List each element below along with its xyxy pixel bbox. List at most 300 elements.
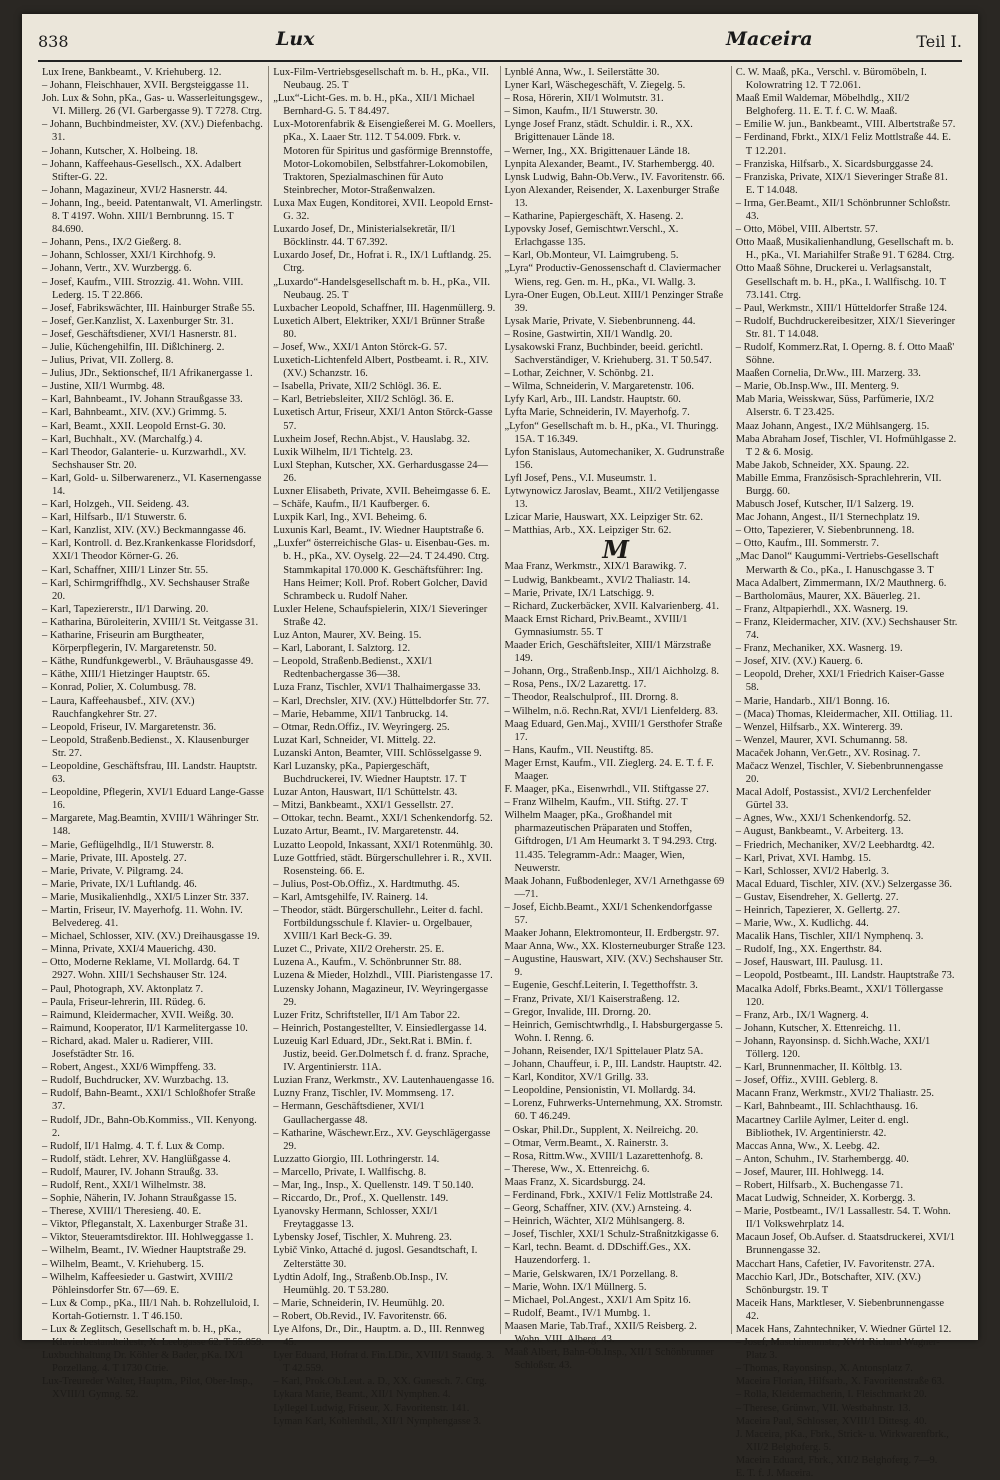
directory-entry: Maack Ernst Richard, Priv.Beamt., XVIII/1 Gymnasiumstr. 55. T	[504, 613, 688, 638]
directory-entry: – Karl Theodor, Galanterie- u. Kurzwarhdl., XV. Sechshauser Str. 20.	[42, 446, 247, 471]
directory-entry: – Gregor, Invalide, III. Drorng. 20.	[504, 1006, 652, 1018]
directory-entry: Luzat Karl, Schneider, VI. Mittelg. 22.	[273, 734, 436, 746]
directory-entry: – Therese, XVIII/1 Theresieng. 40. E.	[42, 1206, 202, 1218]
directory-entry: – Marie, Private, III. Apostelg. 27.	[42, 852, 187, 864]
directory-entry: Macaun Josef, Ob.Aufser. d. Staatsdruckerei, XVI/1 Brunnengasse 32.	[735, 1232, 956, 1257]
directory-entry: – Oskar, Phil.Dr., Supplent, X. Neilreichg. 20.	[504, 1124, 699, 1136]
directory-entry: – Ferdinand, Fbrkt., XIX/1 Feliz Mottlstraße 44. E. T 12.201.	[735, 132, 951, 157]
directory-entry: – Agnes, Ww., XXI/1 Schenkendorfg. 52.	[735, 813, 912, 825]
directory-entry: – Karl, Betriebsleiter, XII/2 Schlögl. 36. E.	[273, 394, 454, 406]
directory-entry: Macchart Hans, Cafetier, IV. Favoritenstr. 27A.	[735, 1258, 935, 1270]
directory-entry: – Johann, Vertr., XV. Wurzbergg. 6.	[42, 263, 192, 275]
directory-entry: Maccas Anna, Ww., X. Leebg. 42.	[735, 1140, 880, 1152]
directory-entry: Luzet C., Private, XII/2 Oreherstr. 25. E.	[273, 944, 445, 956]
directory-entry: – Marie, Private, IX/1 Luftlandg. 46.	[42, 878, 197, 890]
directory-entry: Luxetisch Artur, Friseur, XXI/1 Anton Störck-Gasse 57.	[273, 407, 493, 432]
directory-entry: Maceira Paul, Schlosser, XVIII/1 Dittesg. 40.	[735, 1415, 927, 1427]
directory-entry: – Wilhelm, Beamt., IV. Wiedner Hauptstraße 29.	[42, 1245, 247, 1257]
directory-entry: – Rudolf, Maurer, IV. Johann Straußg. 33.	[42, 1166, 219, 1178]
directory-entry: – Leopold, Straßenb.Bedienst., XXI/1 Redtenbachergasse 36—38.	[273, 656, 433, 681]
directory-entry: – Johann, Schlosser, XXI/1 Kirchhofg. 9.	[42, 250, 216, 262]
directory-entry: – Werner, Ing., XX. Brigittenauer Lände 18.	[504, 145, 690, 157]
directory-entry: – Mar, Ing., Insp., X. Quellenstr. 149. T 50.140.	[273, 1179, 474, 1191]
directory-entry: Lux-Treureder Walter, Hauptm., Pilot, Ober-Insp., XVIII/1 Gymng. 52.	[42, 1376, 253, 1401]
directory-entry: – Richard, Zuckerbäcker, XVII. Kalvarienberg. 41.	[504, 600, 720, 612]
directory-entry: – Rosa, Pens., IX/2 Lazarettg. 17.	[504, 679, 647, 691]
directory-entry: „Lyra“ Productiv-Genossenschaft d. Claviermacher Wiens, reg. Gen. m. H., pKa., VI. Wallg. 3.	[504, 263, 721, 288]
directory-entry: Mab Maria, Weisskwar, Süss, Parfümerie, IX/2 Alserstr. 6. T 23.425.	[735, 394, 935, 419]
directory-entry: Mačacz Wenzel, Tischler, V. Siebenbrunnengasse 20.	[735, 760, 943, 786]
directory-entry: Maaker Johann, Elektromonteur, II. Erdbergstr. 97.	[504, 928, 720, 940]
directory-entry: – Katharine, Papiergeschäft, X. Haseng. 2.	[504, 211, 684, 223]
directory-entry: – Karl, Beamt., XXII. Leopold Ernst-G. 30.	[42, 420, 226, 432]
page-number: 838	[38, 32, 69, 51]
directory-entry: Luxik Wilhelm, II/1 Tichtelg. 23.	[273, 446, 413, 458]
directory-entry: – Otmar, Redn.Offiz., IV. Weyringerg. 25.	[273, 721, 450, 733]
directory-entry: – Otto, Kaufm., III. Sommerstr. 7.	[735, 538, 879, 550]
directory-entry: Luzny Franz, Tischler, IV. Mommseng. 17.	[273, 1088, 455, 1100]
directory-entry: – Leopoldine, Pflegerin, XVI/1 Eduard Lange-Gasse 16.	[42, 787, 264, 812]
directory-entry: – Rudolf, Kommerz.Rat, I. Operng. 8. f. Otto Maaß' Söhne.	[735, 341, 955, 367]
directory-page	[22, 14, 978, 1480]
directory-entry: – Therese, Grünwr., VII. Westbahnstr. 13.	[735, 1402, 911, 1414]
directory-entry: Mager Ernst, Kaufm., VII. Zieglerg. 24. E. T. f. F. Maager.	[504, 757, 714, 782]
directory-entry: – Rudolf, JDr., Bahn-Ob.Kommiss., VII. Kenyong. 2.	[42, 1114, 257, 1139]
directory-entry: – Simon, Kaufm., II/1 Stuwerstr. 30.	[504, 106, 658, 118]
directory-entry: – Franz, Kleidermacher, XIV. (XV.) Sechshauser Str. 74.	[735, 616, 958, 642]
directory-columns	[38, 66, 962, 1480]
directory-entry: – Marie, Private, IX/1 Latschigg. 9.	[504, 587, 655, 599]
directory-entry: – Johann, Magazineur, XVI/2 Hasnerstr. 44.	[42, 184, 228, 196]
directory-entry: – Marie, Handarb., XII/1 Bonng. 16.	[735, 695, 890, 707]
section-letter: M	[602, 535, 629, 565]
directory-entry: Macat Ludwig, Schneider, X. Korbergg. 3.	[735, 1193, 916, 1205]
directory-entry: Luzer Fritz, Schriftsteller, II/1 Am Tabor 22.	[273, 1009, 460, 1021]
directory-entry: – Franz, Mechaniker, XX. Wasnerg. 19.	[735, 643, 903, 655]
directory-entry: – Heinrich, Postangestellter, V. Einsiedlergasse 14.	[273, 1022, 487, 1034]
directory-entry: Luxheim Josef, Rechn.Abjst., V. Hauslabg. 32.	[273, 433, 471, 445]
directory-entry: – Marie, Private, V. Pilgramg. 24.	[42, 865, 184, 877]
directory-entry: Macalka Adolf, Fbrks.Beamt., XXI/1 Töllergasse 120.	[735, 983, 943, 1008]
directory-entry: – Johann, Kaffeehaus-Gesellsch., XX. Adalbert Stifter-G. 22.	[42, 158, 242, 183]
directory-entry: – Franz, Private, XI/1 Kaiserstraßeng. 12.	[504, 993, 680, 1005]
directory-entry: Maaß Albert, Bahn-Ob.Insp., XII/1 Schönbrunner Schloßstr. 43.	[504, 1347, 714, 1372]
directory-entry: – Marie, Gelskwaren, IX/1 Porzellang. 8.	[504, 1268, 678, 1280]
directory-entry: Lyra-Oner Eugen, Ob.Leut. XIII/1 Penzinger Straße 39.	[504, 289, 724, 314]
directory-entry: Lydtin Adolf, Ing., Straßenb.Ob.Insp., IV. Heumühlg. 20. T 53.280.	[273, 1271, 449, 1296]
directory-entry: – Rolla, Kleidermacherin, I. Fleischmarkt 20.	[735, 1389, 927, 1401]
directory-entry: Lynsk Ludwig, Bahn-Ob.Verw., IV. Favoritenstr. 66.	[504, 171, 725, 183]
directory-entry: – Viktor, Steueramtsdirektor. III. Hohlweggasse 1.	[42, 1232, 254, 1244]
directory-entry: Luzeuig Karl Eduard, JDr., Sekt.Rat i. BMin. f. Justiz, beeid. Ger.Dolmetsch f. d. franz. Sprache, IV. Argentinierstr. 11A.	[273, 1035, 489, 1074]
directory-entry: – Katharine, Wäschewr.Erz., XV. Geyschlägergasse 29.	[273, 1127, 491, 1152]
directory-entry: – Karl, Privat, XVI. Hambg. 15.	[735, 852, 872, 864]
directory-entry: – Heinrich, Gemischtwrhdlg., I. Habsburgergasse 5. Wohn. I. Renng. 6.	[504, 1019, 723, 1044]
directory-entry: Luzatto Leopold, Inkassant, XXI/1 Rotenmühlg. 30.	[273, 839, 493, 851]
directory-entry: – Robert, Angest., XXI/6 Wimpffeng. 33.	[42, 1062, 217, 1074]
directory-entry: Maas Franz, X. Sicardsburgg. 24.	[504, 1176, 646, 1188]
directory-entry: – Karl, Schaffner, XIII/1 Linzer Str. 55.	[42, 564, 209, 576]
directory-entry: Luxner Elisabeth, Private, XVII. Beheimgasse 6. E.	[273, 486, 491, 497]
directory-entry: – Margarete, Mag.Beamtin, XVIII/1 Währinger Str. 148.	[42, 813, 259, 838]
directory-entry: – Karl, techn. Beamt. d. DDschiff.Ges., XX. Hauzendorferg. 1.	[504, 1242, 691, 1267]
directory-entry: Maasen Marie, Tab.Traf., XXII/5 Reisberg. 2. Wohn. VIII. Alberg. 43.	[504, 1320, 697, 1345]
directory-entry: Luzato Artur, Beamt., IV. Margaretenstr. 44.	[273, 826, 459, 838]
page-header	[38, 26, 962, 62]
directory-entry: – Katharine, Friseurin am Burgtheater, Körperpflegerin, IV. Margaretenstr. 50.	[42, 630, 217, 655]
column-2	[269, 66, 500, 1427]
directory-entry: Luxpik Karl, Ing., XVI. Beheimg. 6.	[273, 512, 427, 524]
directory-entry: – Rudolf, städt. Lehrer, XV. Hanglüßgasse 4.	[42, 1153, 231, 1165]
directory-entry: – Josef, Maurer, III. Hohlwegg. 14.	[735, 1166, 885, 1178]
directory-entry: – Raimund, Kleidermacher, XVII. Weißg. 30.	[42, 1009, 234, 1021]
directory-entry: J. Maceira, pKa., Fbrk., Strick- u. Wirkwarenfbrk., XII/2 Belghoferg. 5.	[735, 1428, 949, 1453]
directory-entry: – Theodor, städt. Bürgerschullehr., Leiter d. fachl. Fortbildungsschule f. Klavier- u. Orgelbauer, XVIII/1 Karl Beck-G. 39.	[273, 905, 483, 943]
directory-entry: Luzzatto Giorgio, III. Lothringerstr. 14.	[273, 1153, 440, 1165]
running-head-right: Maceira	[726, 28, 813, 50]
directory-entry: Lyfy Karl, Arb., III. Landstr. Hauptstr. 60.	[504, 394, 681, 406]
directory-entry: – Johann, Fleischhauer, XVII. Bergsteiggasse 11.	[42, 80, 249, 92]
directory-entry: Lyfon Stanislaus, Automechaniker, X. Gudrunstraße 156.	[504, 446, 725, 471]
directory-entry: Mabille Emma, Französisch-Sprachlehrerin, VII. Burgg. 60.	[735, 472, 942, 497]
directory-entry: – Josef, Kaufm., VIII. Strozzig. 41. Wohn. VIII. Lederg. 15. T 22.866.	[42, 276, 244, 301]
directory-entry: Luze Gottfried, städt. Bürgerschullehrer i. R., XVII. Rosensteing. 66. E.	[273, 852, 492, 877]
directory-entry: – Karl, Konditor, XV/1 Grillg. 33.	[504, 1072, 649, 1084]
directory-entry: – Johann, Chauffeur, i. P., III. Landstr. Hauptstr. 42.	[504, 1059, 722, 1071]
directory-entry: – Konrad, Polier, X. Columbusg. 78.	[42, 682, 197, 694]
directory-entry: – Leopold, Postbeamt., III. Landstr. Hauptstraße 73.	[735, 970, 955, 982]
directory-entry: Lynpita Alexander, Beamt., IV. Starhembergg. 40.	[504, 158, 715, 170]
directory-entry: – Johann, Pens., IX/2 Gießerg. 8.	[42, 237, 182, 249]
directory-entry: – Karl, Buchhalt., XV. (Marchalfg.) 4.	[42, 433, 203, 445]
directory-entry: – Lorenz, Fuhrwerks-Unternehmung, XX. Stromstr. 60. T 46.249.	[504, 1098, 723, 1123]
directory-entry: – Josef, Ww., XXI/1 Anton Störck-G. 57.	[273, 341, 448, 353]
directory-entry: – Wilhelm, n.ö. Rechn.Rat, XVI/1 Lienfelderg. 83.	[504, 705, 719, 717]
directory-entry: – Franz, Altpapierhdl., XX. Wasnerg. 19.	[735, 603, 909, 615]
directory-entry: – Josef, Geschäftsdiener, XVI/1 Hasnerstr. 81.	[42, 328, 237, 340]
directory-entry: – Otto, Tapezierer, V. Siebenbrunneng. 18.	[735, 525, 915, 537]
column-3	[501, 66, 732, 1372]
directory-entry: – Leopold, Straßenb.Bedienst., X. Klausenburger Str. 27.	[42, 734, 250, 759]
directory-entry: Luzena & Mieder, Holzhdl., VIII. Piaristengasse 17.	[273, 970, 493, 982]
directory-entry: Luxetich-Lichtenfeld Albert, Postbeamt. i. R., XIV. (XV.) Schanzstr. 16.	[273, 355, 489, 380]
directory-entry: – Anton, Schuhm., IV. Starhembergg. 40.	[735, 1153, 909, 1165]
directory-entry: – Karl, Laborant, I. Salztorg. 12.	[273, 643, 411, 655]
directory-entry: Luzanski Anton, Beamter, VIII. Schlösselgasse 9.	[273, 747, 482, 759]
directory-entry: – Marie, Postbeamt., IV/1 Lassallestr. 54. T. Wohn. II/1 Volkswehrplatz 14.	[735, 1206, 951, 1231]
directory-entry: Lynge Josef Franz, städt. Schuldir. i. R., XX. Brigittenauer Lände 18.	[504, 119, 693, 144]
directory-entry: – Justine, XII/1 Wurmbg. 48.	[42, 381, 165, 393]
directory-entry: – Karl, Bahnbeamt., IV. Johann Straußgasse 33.	[42, 394, 243, 406]
directory-entry: Lye Alfons, Dr., Dir., Hauptm. a. D., III. Rennweg 45.	[273, 1324, 485, 1349]
directory-entry: – Josef, Hauswart, III. Paulusg. 11.	[735, 957, 883, 969]
directory-entry: Maaß Emil Waldemar, Möbelhdlg., XII/2 Belghoferg. 11. E. T. f. C. W. Maaß.	[735, 93, 910, 118]
directory-entry: – Karl, Ob.Monteur, VI. Laimgrubeng. 5.	[504, 250, 679, 262]
directory-entry: – Julie, Küchengehilfin, III. Dißlchinerg. 2.	[42, 341, 225, 353]
directory-entry: Luxardo Josef, Dr., Hofrat i. R., IX/1 Luftlandg. 25. Ctrg.	[273, 250, 492, 275]
directory-entry: Otto Maaß Söhne, Druckerei u. Verlagsanstalt, Gesellschaft m. b. H., pKa., I. Wallfischg. 10. T 73.141. Ctrg.	[735, 263, 946, 301]
directory-entry: – Rosine, Gastwirtin, XII/1 Wandlg. 20.	[504, 328, 673, 340]
directory-entry: – Emilie W. jun., Bankbeamt., VIII. Albertstraße 57.	[735, 119, 956, 131]
running-head-left: Lux	[276, 28, 315, 50]
directory-entry: – (Maca) Thomas, Kleidermacher, XII. Ottiliag. 11.	[735, 708, 953, 720]
directory-entry: Macann Franz, Werkmstr., XVI/2 Thaliastr. 25.	[735, 1088, 934, 1100]
directory-entry: Lytwynowicz Jaroslav, Beamt., XII/2 Vetiljengasse 13.	[504, 486, 720, 511]
directory-entry: Maar Anna, Ww., XX. Klosterneuburger Straße 123.	[504, 941, 726, 953]
directory-entry: – Paula, Friseur-lehrerin, III. Rüdeg. 6.	[42, 996, 206, 1008]
directory-entry: „Lyfon“ Gesellschaft m. b. H., pKa., VI. Thuringg. 15A. T 16.349.	[504, 420, 719, 445]
directory-entry: – Heinrich, Wächter, XI/2 Mühlsangerg. 8.	[504, 1216, 685, 1228]
directory-entry: Macalik Hans, Tischler, XII/1 Nymphenq. 3.	[735, 931, 924, 943]
directory-entry: – Sophie, Näherin, IV. Johann Straußgasse 15.	[42, 1193, 237, 1205]
directory-entry: – Josef, Ger.Kanzlist, X. Laxenburger Str. 31.	[42, 315, 234, 327]
directory-entry: – Franz, Arb., IX/1 Wagnerg. 4.	[735, 1009, 869, 1021]
directory-entry: Luza Franz, Tischler, XVI/1 Thalhaimergasse 33.	[273, 682, 481, 694]
directory-entry: – Isabella, Private, XII/2 Schlögl. 36. E.	[273, 381, 442, 393]
directory-entry: – Karl, Bahnbeamt., III. Schlachthausg. 16.	[735, 1101, 918, 1113]
directory-entry: – Marie, Schneiderin, IV. Heumühlg. 20.	[273, 1297, 445, 1309]
directory-entry: – Josef, Tischler, XXI/1 Schulz-Straßnitzkigasse 6.	[504, 1229, 719, 1241]
directory-entry: – Otto, Moderne Reklame, VI. Mollardg. 64. T 2927. Wohn. XIII/1 Sechshauser Str. 124.	[42, 957, 240, 982]
directory-entry: – Julius, Post-Ob.Offiz., X. Hardtmuthg. 45.	[273, 878, 460, 890]
directory-entry: – Augustine, Hauswart, XIV. (XV.) Sechshauser Str. 9.	[504, 954, 724, 979]
directory-entry: „Luxfer“ österreichische Glas- u. Eisenbau-Ges. m. b. H., pKa., XV. Oyselg. 22—24. T 24.490. Ctrg. Stammkapital 170.000 K. Geschäftsführer: Ing. Hans Heimer; Koll. Prof. Robert Golcher, David Schrambeck u. Rudolf Naher.	[273, 538, 490, 602]
directory-entry: Maag Eduard, Gen.Maj., XVIII/1 Gersthofer Straße 17.	[504, 718, 723, 743]
directory-entry: – Eugenie, Geschf.Leiterin, I. Tegetthoffstr. 3.	[504, 980, 698, 992]
directory-entry: – Rudolf, Buchdruckereibesitzer, XIX/1 Sieveringer Str. 81. T 14.048.	[735, 315, 956, 340]
directory-entry: Maceira Florian, Hilfsarb., X. Favoritenstraße 63.	[735, 1376, 945, 1388]
directory-entry: – Rosa, Rittm.Ww., XVIII/1 Lazarettenhofg. 8.	[504, 1150, 703, 1162]
directory-entry: – Johann, Org., Straßenb.Insp., XII/1 Aichholzg. 8.	[504, 666, 719, 678]
directory-entry: – Rudolf, Bahn-Beamt., XXI/1 Schloßhofer Straße 37.	[42, 1088, 256, 1113]
directory-entry: – Johann, Kutscher, X. Holbeing. 18.	[42, 145, 198, 157]
directory-entry: – Josef, Eichb.Beamt., XXI/1 Schenkendorfgasse 57.	[504, 901, 713, 926]
directory-entry: Maak Johann, Fußbodenleger, XV/1 Arnethgasse 69—71.	[504, 875, 725, 900]
directory-entry: Lyllegel Ludwig, Friseur, X. Favoritenstr. 141.	[273, 1402, 470, 1414]
directory-entry: – Marcello, Private, I. Wallfischg. 8.	[273, 1166, 427, 1178]
directory-entry: – Ferdinand, Fbrk., XXIV/1 Feliz Mottlstraße 24.	[504, 1189, 713, 1201]
directory-entry: Maceira Eduard, Fbrk., XII/2 Belghoferg. 7—9.	[735, 1454, 938, 1466]
directory-entry: – Hans, Kaufm., VII. Neustiftg. 85.	[504, 744, 654, 756]
directory-entry: – Ottokar, techn. Beamt., XXI/1 Schenkendorfg. 52.	[273, 813, 493, 825]
directory-entry: Luzena A., Kaufm., V. Schönbrunner Str. 88.	[273, 957, 462, 969]
directory-entry: Wilhelm Maager, pKa., Großhandel mit pharmazeutischen Präparaten und Stoffen, Giftdrogen, I/1 Am Heumarkt 3. T 94.293. Ctrg. 11.435. Telegramm-Adr.: Maager, Wien, Neuwerstr.	[504, 810, 717, 874]
directory-entry: Lyfta Marie, Schneiderin, IV. Mayerhofg. 7.	[504, 407, 690, 419]
directory-entry: Maba Abraham Josef, Tischler, VI. Hofmühlgasse 2. T 2 & 6. Mosig.	[735, 433, 957, 458]
directory-entry: – Karl, Kanzlist, XIV. (XV.) Beckmanngasse 46.	[42, 525, 247, 537]
directory-entry: – Viktor, Pfleganstalt, X. Laxenburger Straße 31.	[42, 1219, 248, 1231]
directory-entry: – Karl, Amtsgehilfe, IV. Rainerg. 14.	[273, 891, 429, 903]
directory-entry: – Schäfe, Kaufm., II/1 Kaufberger. 6.	[273, 499, 430, 511]
directory-entry: – Josef, Maschinenmstr., XV/1 Richard Wagner-Platz 3.	[735, 1337, 940, 1362]
directory-entry: – Wilhelm, Kaffeesieder u. Gastwirt, XVIII/2 Pöhleinsdorfer Str. 67—69. E.	[42, 1271, 234, 1296]
directory-entry: – Karl, Bahnbeamt., XIV. (XV.) Grimmg. 5.	[42, 407, 227, 419]
directory-entry: Lysak Marie, Private, V. Siebenbrunneng. 44.	[504, 315, 696, 327]
directory-entry: – Robert, Hilfsarb., X. Buchengasse 71.	[735, 1179, 904, 1191]
directory-entry: Lyfl Josef, Pens., V.I. Museumstr. 1.	[504, 472, 657, 484]
directory-entry: – Wilma, Schneiderin, V. Margaretenstr. 106.	[504, 381, 695, 393]
directory-entry: – Karl, Kontroll. d. Bez.Krankenkasse Floridsdorf, XXI/1 Theodor Körner-G. 26.	[42, 538, 256, 563]
column-1	[38, 66, 269, 1401]
directory-entry: Luxetich Albert, Elektriker, XXI/1 Brünner Straße 80.	[273, 315, 485, 340]
directory-entry: Macek Hans, Zahntechniker, V. Wiedner Gürtel 12.	[735, 1324, 952, 1335]
directory-entry: – Laura, Kaffeehausbef., XIV. (XV.) Rauchfangkehrer Str. 27.	[42, 695, 195, 720]
directory-entry: – Marie, Geflügelhdlg., II/1 Stuwerstr. 8.	[42, 839, 215, 851]
directory-entry: – Otto, Möbel, VIII. Albertstr. 57.	[735, 224, 878, 236]
directory-entry: Lyanovsky Hermann, Schlosser, XXI/1 Freytaggasse 13.	[273, 1206, 439, 1231]
directory-entry: Lux-Film-Vertriebsgesellschaft m. b. H., pKa., VII. Neubaug. 25. T	[273, 67, 489, 92]
directory-entry: – Julius, JDr., Sektionschef, II/1 Afrikanergasse 1.	[42, 368, 253, 380]
directory-entry: Maa Franz, Werkmstr., XIX/1 Barawikg. 7.	[504, 561, 687, 573]
directory-entry: – Johann, Ing., beeid. Patentanwalt, VI. Amerlingstr. 8. T 4197. Wohn. XIII/1 Bernbrunng. 15. T 84.690.	[42, 197, 263, 236]
directory-entry: – Karl, Tapeziererstr., II/1 Darwing. 20.	[42, 603, 209, 615]
directory-entry: – Karl, Holzgeh., VII. Seideng. 43.	[42, 499, 190, 511]
directory-entry: – Katharina, Büroleiterin, XVIII/1 St. Veitgasse 31.	[42, 616, 259, 628]
directory-entry: E. T. f. J. Maceira.	[735, 1468, 814, 1480]
directory-entry: Lynblé Anna, Ww., I. Seilerstätte 30.	[504, 67, 660, 78]
directory-entry: – Bartholomäus, Maurer, XX. Bäuerleg. 21.	[735, 590, 921, 602]
directory-entry: – Rudolf, Ing., XX. Engerthstr. 84.	[735, 944, 882, 956]
directory-entry: – Robert, Ob.Revid., IV. Favoritenstr. 66.	[273, 1310, 447, 1322]
directory-entry: – Marie, Musikalienhdlg., XXI/5 Linzer Str. 337.	[42, 891, 249, 903]
directory-entry: Macal Adolf, Postassist., XVI/2 Lerchenfelder Gürtel 33.	[735, 787, 931, 812]
directory-entry: – Gustav, Eisendreher, X. Gellertg. 27.	[735, 891, 899, 903]
directory-entry: – Lux & Comp., pKa., III/1 Nah. b. Rohzelluloid, I. Kortah-Gotiernstr. 1. T 46.150.	[42, 1297, 260, 1322]
directory-entry: Mabusch Josef, Kutscher, II/1 Salzerg. 19.	[735, 499, 914, 511]
directory-entry: – Hermann, Geschäftsdiener, XVI/1 Gaullachergasse 48.	[273, 1101, 425, 1126]
directory-entry: Lyer Eduard, Hofrat d. Fin.LDir., XVIII/1 Staudg. 3. T 42.559.	[273, 1350, 495, 1375]
directory-entry: Maaz Johann, Angest., IX/2 Mühlsangerg. 15.	[735, 420, 930, 432]
directory-entry: Luzian Franz, Werkmstr., XV. Lautenhauengasse 16.	[273, 1075, 495, 1087]
directory-entry: – Thomas, Rayonsinsp., X. Antonsplatz 7.	[735, 1363, 913, 1375]
directory-entry: – Leopoldine, Pensionistin, VI. Mollardg. 34.	[504, 1085, 696, 1097]
directory-entry: – Wenzel, Hilfsarb., XX. Wintererg. 39.	[735, 721, 903, 733]
directory-entry: – Michael, Pol.Angest., XXI/1 Am Spitz 16.	[504, 1294, 691, 1306]
directory-entry: – Johann, Rayonsinsp. d. Sichh.Wache, XXI/1 Töllerg. 120.	[735, 1035, 931, 1061]
directory-entry: Joh. Lux & Sohn, pKa., Gas- u. Wasserleitungsgew., VI. Millerg. 26 (VI. Garbergasse 9). T 7278. Ctrg.	[42, 93, 263, 118]
directory-entry: – Johann, Buchbindmeister, XV. (XV.) Diefenbachg. 31.	[42, 119, 263, 144]
directory-entry: – Raimund, Kooperator, II/1 Karmelitergasse 10.	[42, 1022, 248, 1034]
directory-entry: – Marie, Hebamme, XII/1 Tanbruckg. 14.	[273, 708, 449, 720]
directory-entry: – Friedrich, Mechaniker, XV/2 Leebhardtg. 42.	[735, 839, 935, 851]
directory-entry: Lysakowski Franz, Buchbinder, beeid. gerichtl. Sachverständiger, V. Kriehuberg. 31. T 50.547.	[504, 341, 712, 367]
directory-entry: Maader Erich, Geschäftsleiter, XIII/1 Märzstraße 149.	[504, 640, 712, 665]
directory-entry: – Marie, Ob.Insp.Ww., III. Menterg. 9.	[735, 381, 900, 393]
directory-entry: Macaček Johann, Ver.Getr., XV. Rosinag. 7.	[735, 747, 921, 759]
directory-entry: – Heinrich, Tapezierer, X. Gellertg. 27.	[735, 905, 901, 916]
directory-entry: – Otmar, Verm.Beamt., X. Rainerstr. 3.	[504, 1137, 669, 1149]
directory-entry: – Josef, Fabrikswächter, III. Hainburger Straße 55.	[42, 302, 255, 314]
directory-entry: – Käthe, XIII/1 Hietzinger Hauptstr. 65.	[42, 669, 210, 681]
directory-entry: – Minna, Private, XXI/4 Mauerichg. 430.	[42, 944, 217, 956]
directory-entry: – Theodor, Realschulprof., III. Drorng. 8.	[504, 692, 679, 704]
directory-entry: – Rudolf, Buchdrucker, XV. Wurzbachg. 13.	[42, 1075, 229, 1087]
directory-entry: C. W. Maaß, pKa., Verschl. v. Büromöbeln, I. Kolowratring 12. T 72.061.	[735, 67, 927, 92]
directory-entry: Luzar Anton, Hauswart, II/1 Schüttelstr. 43.	[273, 787, 458, 799]
directory-entry: – Karl, Drechsler, XIV. (XV.) Hüttelbdorfer Str. 77.	[273, 695, 490, 707]
directory-entry: Luxardo Josef, Dr., Ministerialsekretär, II/1 Böcklinstr. 44. T 67.392.	[273, 224, 456, 249]
directory-entry: Karl Luzansky, pKa., Papiergeschäft, Buchdruckerei, IV. Wiedner Hauptstr. 17. T	[273, 760, 467, 786]
directory-entry: – Rosa, Hörerin, XII/1 Wolmutstr. 31.	[504, 93, 664, 105]
directory-entry: Lykara Marie, Beamt., XII/1 Nymphen. 4.	[273, 1389, 451, 1401]
directory-entry: – Lux & Zeglitsch, Gesellschaft m. b. H., pKa., Klavierbestandteilestr, X. Leebgasse 62. T 55.859.	[42, 1324, 265, 1349]
directory-entry: – August, Bankbeamt., V. Arbeiterg. 13.	[735, 826, 904, 838]
directory-entry: – Marie, Wohn. IX/1 Müllnerg. 5.	[504, 1281, 647, 1293]
directory-entry: – Karl, Gold- u. Silberwarenerz., VI. Kasernengasse 14.	[42, 472, 262, 497]
directory-entry: – Leopold, Friseur, IV. Margaretenstr. 36.	[42, 721, 217, 733]
directory-entry: – Wenzel, Maurer, XVI. Schumanng. 58.	[735, 734, 908, 746]
directory-entry: „Luxardo“-Handelsgesellschaft m. b. H., pKa., VII. Neubaug. 25. T	[273, 276, 490, 301]
directory-entry: Macartney Carlile Aylmer, Leiter d. engl. Bibliothek, IV. Argentinierstr. 42.	[735, 1114, 909, 1139]
directory-entry: Lux Irene, Bankbeamt., V. Kriehuberg. 12.	[42, 67, 222, 78]
directory-entry: Maca Adalbert, Zimmermann, IX/2 Mauthnerg. 6.	[735, 577, 947, 589]
directory-entry: Luxunis Karl, Beamt., IV. Wiedner Hauptstraße 6.	[273, 525, 484, 537]
directory-entry: – Ludwig, Bankbeamt., XVI/2 Thaliastr. 14.	[504, 574, 691, 586]
directory-entry: – Matthias, Arb., XX. Leipziger Str. 62.	[504, 525, 672, 537]
directory-entry: „Mac Danol“ Kaugummi-Vertriebs-Gesellschaft Merwarth & Co., pKa., I. Hanuschgasse 3. T	[735, 551, 939, 576]
directory-entry: – Karl, Prok.Ob.Leut. a. D., XX. Gunesch. 7. Ctrg.	[273, 1376, 487, 1388]
directory-entry: F. Maager, pKa., Eisenwrhdl., VII. Stiftgasse 27.	[504, 784, 709, 796]
directory-entry: Luxbuchhaltung Dr. Köhler & Bader, pKa. IX/1 Porzellang. 4. T 1730 Ctrie.	[42, 1350, 244, 1375]
directory-entry: – Wilhelm, Beamt., V. Kriehuberg. 15.	[42, 1258, 204, 1270]
directory-entry: – Leopold, Dreher, XXI/1 Friedrich Kaiser-Gasse 58.	[735, 669, 945, 694]
directory-entry: – Mitzi, Bankbeamt., XXI/1 Gessellstr. 27.	[273, 800, 454, 812]
directory-entry: Macchio Karl, JDr., Botschafter, XIV. (XV.) Schönburgstr. 19. T	[735, 1271, 921, 1296]
directory-entry: – Johann, Reisender, IX/1 Spittelauer Platz 5A.	[504, 1045, 704, 1057]
directory-entry: – Lothar, Zeichner, V. Schönbg. 21.	[504, 368, 654, 380]
directory-entry: – Josef, Offiz., XVIII. Geblerg. 8.	[735, 1075, 878, 1087]
directory-entry: – Rudolf, Beamt., IV/1 Mumbg. 1.	[504, 1307, 651, 1319]
part-label: Teil I.	[916, 32, 962, 51]
directory-entry: – Paul, Werkmstr., XIII/1 Hütteldorfer Straße 124.	[735, 302, 948, 314]
directory-entry: Lzicar Marie, Hauswart, XX. Leipziger Str. 62.	[504, 512, 704, 524]
directory-entry: – Franziska, Hilfsarb., X. Sicardsburggasse 24.	[735, 158, 934, 170]
directory-entry: Lybič Vinko, Attaché d. jugosl. Gesandtschaft, I. Zelterstätte 30.	[273, 1245, 478, 1270]
directory-entry: Luxl Stephan, Kutscher, XX. Gerhardusgasse 24—26.	[273, 459, 489, 484]
directory-entry: – Martin, Friseur, IV. Mayerhofg. 11. Wohn. IV. Belvedereg. 41.	[42, 905, 243, 930]
directory-entry: – Richard, akad. Maler u. Radierer, VIII. Josefstädter Str. 16.	[42, 1035, 214, 1061]
directory-entry: – Paul, Photograph, XV. Aktonplatz 7.	[42, 983, 204, 995]
directory-entry: – Therese, Ww., X. Ettenreichg. 6.	[504, 1163, 650, 1175]
directory-entry: – Karl, Hilfsarb., II/1 Stuwerstr. 6.	[42, 512, 187, 524]
directory-entry: – Marie, Ww., X. Kudlichg. 44.	[735, 918, 869, 930]
directory-entry: Luzensky Johann, Magazineur, IV. Weyringergasse 29.	[273, 983, 489, 1008]
directory-entry: Otto Maaß, Musikalienhandlung, Gesellschaft m. b. H., pKa., VI. Mariahilfer Straße 91. T 6284. Ctrg.	[735, 237, 955, 262]
directory-entry: – Michael, Schlosser, XIV. (XV.) Dreihausgasse 19.	[42, 931, 260, 943]
directory-entry: – Irma, Ger.Beamt., XII/1 Schönbrunner Schloßstr. 43.	[735, 197, 951, 223]
column-4	[732, 66, 962, 1480]
directory-entry: Luxbacher Leopold, Schaffner, III. Hagenmüllerg. 9.	[273, 302, 496, 314]
directory-entry: Lyon Alexander, Reisender, X. Laxenburger Straße 13.	[504, 184, 720, 209]
directory-entry: – Karl, Schlosser, XVI/2 Haberlg. 3.	[735, 865, 890, 877]
directory-entry: – Karl, Brunnenmacher, II. Költblg. 13.	[735, 1062, 903, 1074]
directory-entry: Lypovsky Josef, Gemischtwr.Verschl., X. Erlachgasse 135.	[504, 224, 679, 249]
directory-entry: Lybensky Josef, Tischler, X. Muhreng. 23.	[273, 1232, 452, 1244]
directory-entry: Maaßen Cornelia, Dr.Ww., III. Marzerg. 33.	[735, 368, 921, 380]
directory-entry: – Rudolf, II/1 Halmg. 4. T. f. Lux & Comp.	[42, 1140, 225, 1152]
directory-entry: – Josef, XIV. (XV.) Kauerg. 6.	[735, 656, 863, 668]
directory-entry: Lyman Karl, Kohlenhdl., XII/1 Nymphengasse 3.	[273, 1415, 482, 1427]
directory-entry: Luxler Helene, Schaufspielerin, XIX/1 Sieveringer Straße 42.	[273, 603, 488, 628]
directory-entry: Maceik Hans, Marktleser, V. Siebenbrunnengasse 42.	[735, 1297, 945, 1322]
directory-entry: – Rudolf, Rent., XXI/1 Wilhelmstr. 38.	[42, 1179, 206, 1191]
directory-entry: Luz Anton, Maurer, XV. Being. 15.	[273, 630, 422, 642]
directory-entry: „Lux“-Licht-Ges. m. b. H., pKa., XII/1 Michael Bernhard-G. 5. T 84.497.	[273, 93, 475, 118]
directory-entry: – Karl, Schirmgriffhdlg., XV. Sechshauser Straße 20.	[42, 577, 250, 602]
directory-entry: Lux-Motorenfabrik & Eisengießerei M. G. Moellers, pKa., X. Laaer Str. 112. T 54.009. Fbrk. v. Motoren für Spiritus und gasförmige Brennstoffe, Motor-Lokomobilen, Selbstfahrer-Lokomobilen, Traktoren, Spezialmaschinen für Auto Steinbrecher, Motor-Straßenwalzen.	[273, 119, 496, 196]
directory-entry: – Leopoldine, Geschäftsfrau, III. Landstr. Hauptstr. 63.	[42, 760, 258, 786]
directory-entry: Mabe Jakob, Schneider, XX. Spaung. 22.	[735, 459, 910, 471]
